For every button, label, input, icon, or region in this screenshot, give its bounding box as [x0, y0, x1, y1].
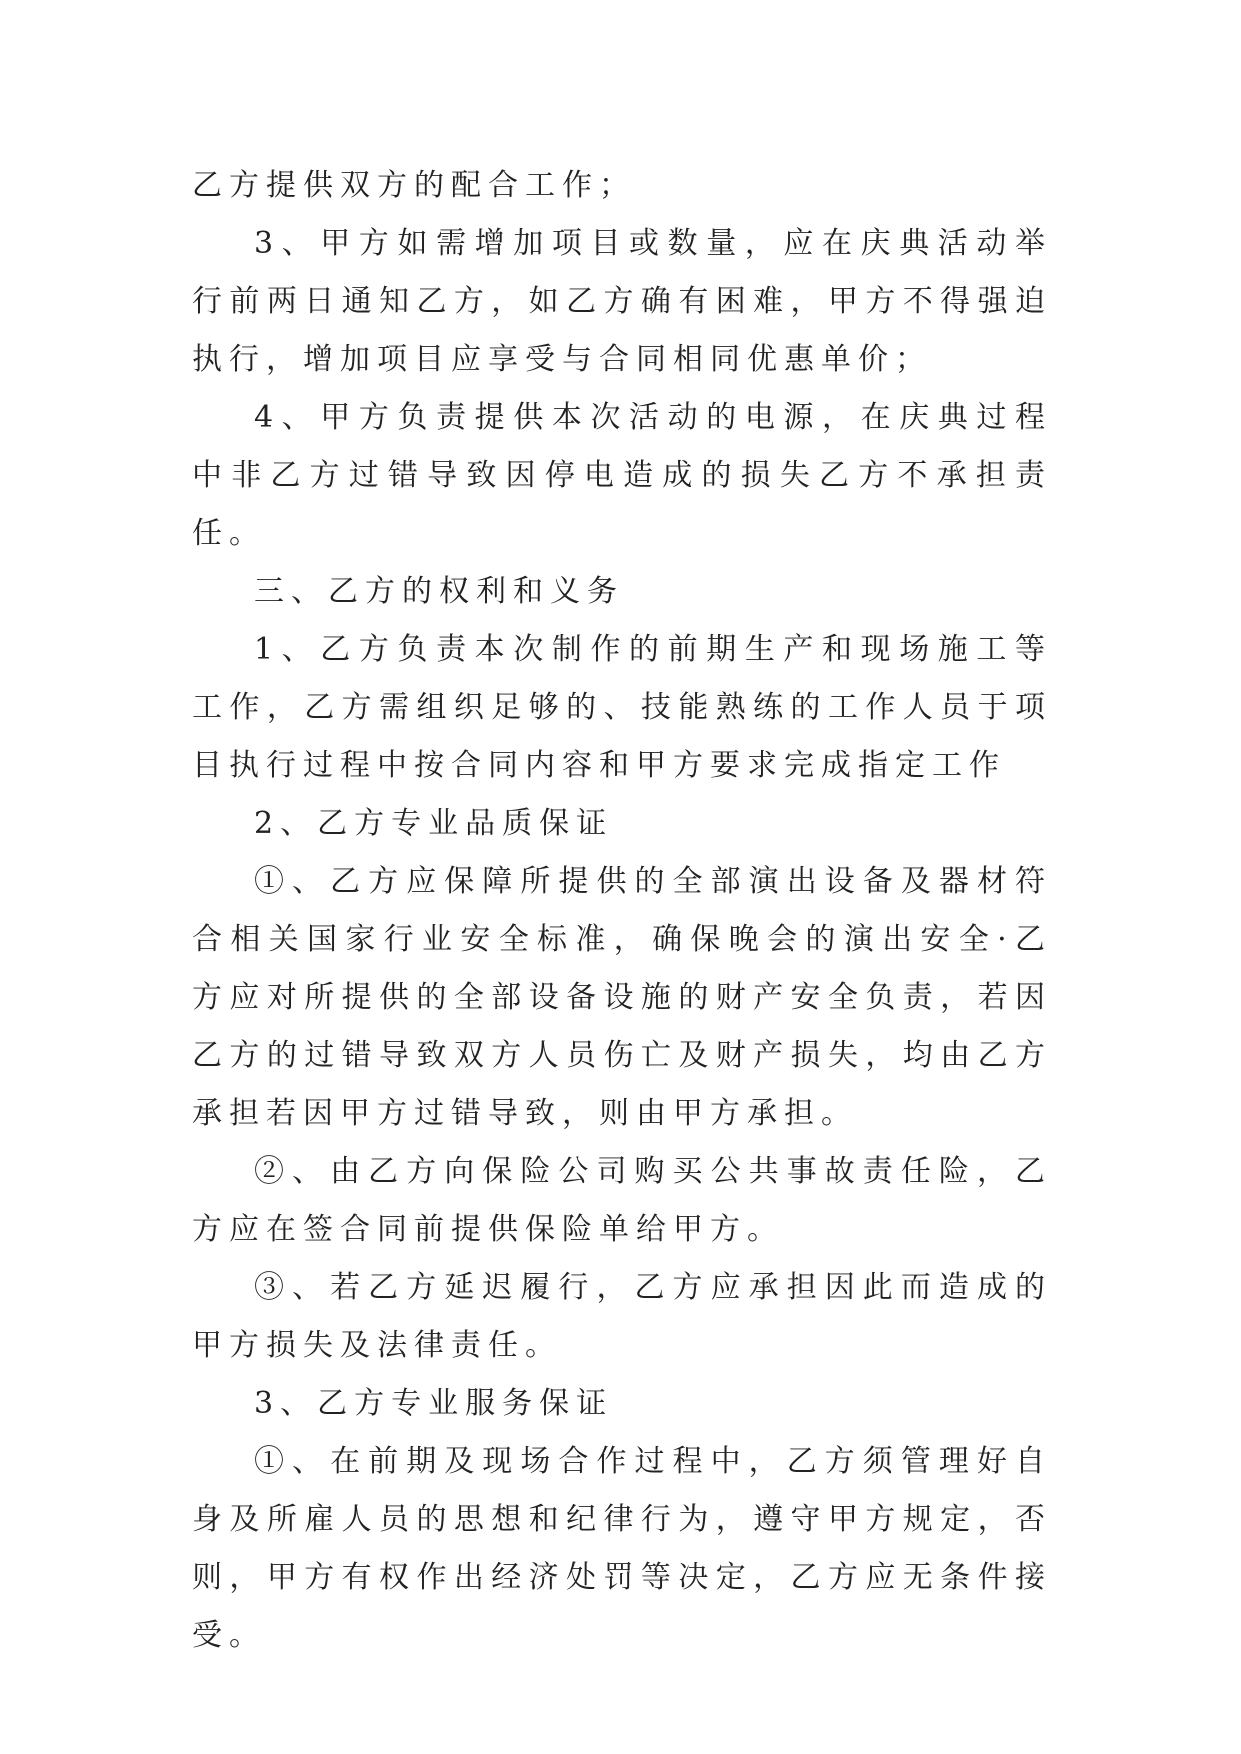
paragraph-7: ③、若乙方延迟履行，乙方应承担因此而造成的甲方损失及法律责任。	[192, 1270, 1052, 1363]
subheading-quality: 2、乙方专业品质保证	[254, 806, 614, 841]
paragraph-8: ①、在前期及现场合作过程中，乙方须管理好自身及所雇人员的思想和纪律行为，遵守甲方规定，否则，甲方有权作出经济处罚等决定，乙方应无条件接受。	[192, 1444, 1052, 1653]
document-body	[192, 157, 1052, 1665]
paragraph-2: 3、甲方如需增加项目或数量，应在庆典活动举行前两日通知乙方，如乙方确有困难，甲方不得强迫执行，增加项目应享受与合同相同优惠单价；	[192, 226, 1052, 377]
paragraph-4: 1、乙方负责本次制作的前期生产和现场施工等工作，乙方需组织足够的、技能熟练的工作人员于项目执行过程中按合同内容和甲方要求完成指定工作	[192, 632, 1052, 783]
paragraph-6: ②、由乙方向保险公司购买公共事故责任险，乙方应在签合同前提供保险单给甲方。	[192, 1154, 1052, 1247]
paragraph-3: 4、甲方负责提供本次活动的电源，在庆典过程中非乙方过错导致因停电造成的损失乙方不承担责任。	[192, 400, 1052, 551]
paragraph-1: 乙方提供双方的配合工作；	[192, 168, 636, 203]
section-heading-3: 三、乙方的权利和义务	[254, 574, 624, 609]
subheading-service: 3、乙方专业服务保证	[254, 1386, 614, 1421]
paragraph-5: ①、乙方应保障所提供的全部演出设备及器材符合相关国家行业安全标准，确保晚会的演出安全·乙方应对所提供的全部设备设施的财产安全负责，若因乙方的过错导致双方人员伤亡及财产损失，均由乙方承担若因甲方过错导致，则由甲方承担。	[192, 864, 1052, 1131]
